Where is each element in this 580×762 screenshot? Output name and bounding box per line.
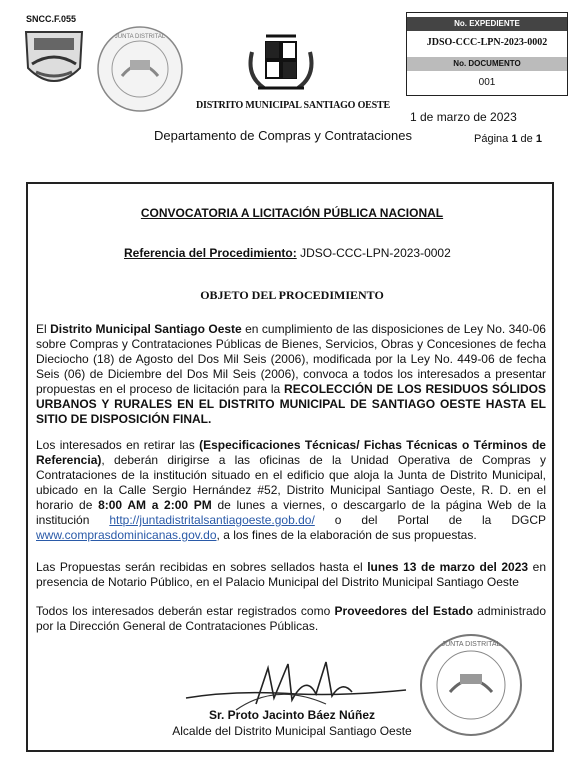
- procedure-reference: Referencia del Procedimiento: JDSO-CCC-LPN-2023-0002: [124, 246, 451, 260]
- paragraph-registration: Todos los interesados deberán estar registrados como Proveedores del Estado administrado por la Dirección General de Contrataciones Públicas.: [36, 604, 546, 633]
- institution-website-link[interactable]: http://juntadistritalsantiagoeste.gob.do/: [109, 513, 315, 527]
- svg-text:JUNTA DISTRITAL: JUNTA DISTRITAL: [441, 641, 501, 648]
- dgcp-portal-link[interactable]: www.comprasdominicanas.gov.do: [36, 528, 217, 542]
- paragraph-documents: Los interesados en retirar las (Especificaciones Técnicas/ Fichas Técnicas o Términos de Referencia), deberán dirigirse a las oficinas de la Unidad Operativa de Compras y Contrataciones de la institución situado en el edificio que aloja la Junta de Distrito Municipal, ubicado en la Calle Sergio Hernández #52, Distrito Municipal Santiago Oeste, R. D. en el horario de 8:00 AM a 2:00 PM de lunes a viernes, o descargarlo de la página Web de la institución http://juntadistritalsantiagoeste.gob.do/ o del Portal de la DGCP www.comprasdominicanas.gov.do, a los fines de la elaboración de sus propuestas.: [36, 438, 546, 542]
- expediente-label: No. EXPEDIENTE: [407, 17, 567, 31]
- expediente-value: JDSO-CCC-LPN-2023-0002: [426, 37, 548, 48]
- notice-box: [26, 182, 554, 752]
- district-name: DISTRITO MUNICIPAL SANTIAGO OESTE: [196, 100, 390, 111]
- signer-role: Alcalde del Distrito Municipal Santiago Oeste: [172, 724, 412, 738]
- form-code: SNCC.F.055: [26, 14, 77, 24]
- coat-of-arms-icon: [244, 26, 318, 96]
- document-label: No. DOCUMENTO: [407, 57, 567, 71]
- department-name: Departamento de Compras y Contrataciones: [154, 128, 412, 143]
- junta-seal-icon: [96, 24, 184, 114]
- notice-title: CONVOCATORIA A LICITACIÓN PÚBLICA NACIONAL: [140, 206, 444, 220]
- paragraph-deadline: Las Propuestas serán recibidas en sobres sellados hasta el lunes 13 de marzo del 2023 en presencia de Notario Público, en el Palacio Municipal del Distrito Municipal Santiago Oeste: [36, 560, 547, 589]
- object-title: OBJETO DEL PROCEDIMIENTO: [200, 288, 384, 302]
- document-value: 001: [478, 77, 496, 88]
- page-number: Página 1 de 1: [474, 133, 542, 145]
- svg-text:JUNTA DISTRITAL: JUNTA DISTRITAL: [114, 34, 166, 40]
- expediente-box: [406, 12, 568, 96]
- district-emblem-icon: [20, 24, 88, 94]
- document-date: 1 de marzo de 2023: [410, 110, 517, 124]
- signer-name: Sr. Proto Jacinto Báez Núñez: [208, 708, 376, 722]
- paragraph-purpose: El Distrito Municipal Santiago Oeste en cumplimiento de las disposiciones de Ley No. 340-06 sobre Compras y Contrataciones Públicas de Bienes, Servicios, Obras y Concesiones de fecha Dieciocho (18) de Agosto del Dos Mil Seis (2006), modificada por la Ley No. 449-06 de fecha Seis (06) de Diciembre del Dos Mil Seis (2006), convoca a todos los interesados a presentar propuestas en el proceso de licitación para la RECOLECCIÓN DE LOS RESIDUOS SÓLIDOS URBANOS Y RURALES EN EL DISTRITO MUNICIPAL DE SANTIAGO OESTE HASTA EL SITIO DE DISPOSICIÓN FINAL.: [36, 322, 546, 426]
